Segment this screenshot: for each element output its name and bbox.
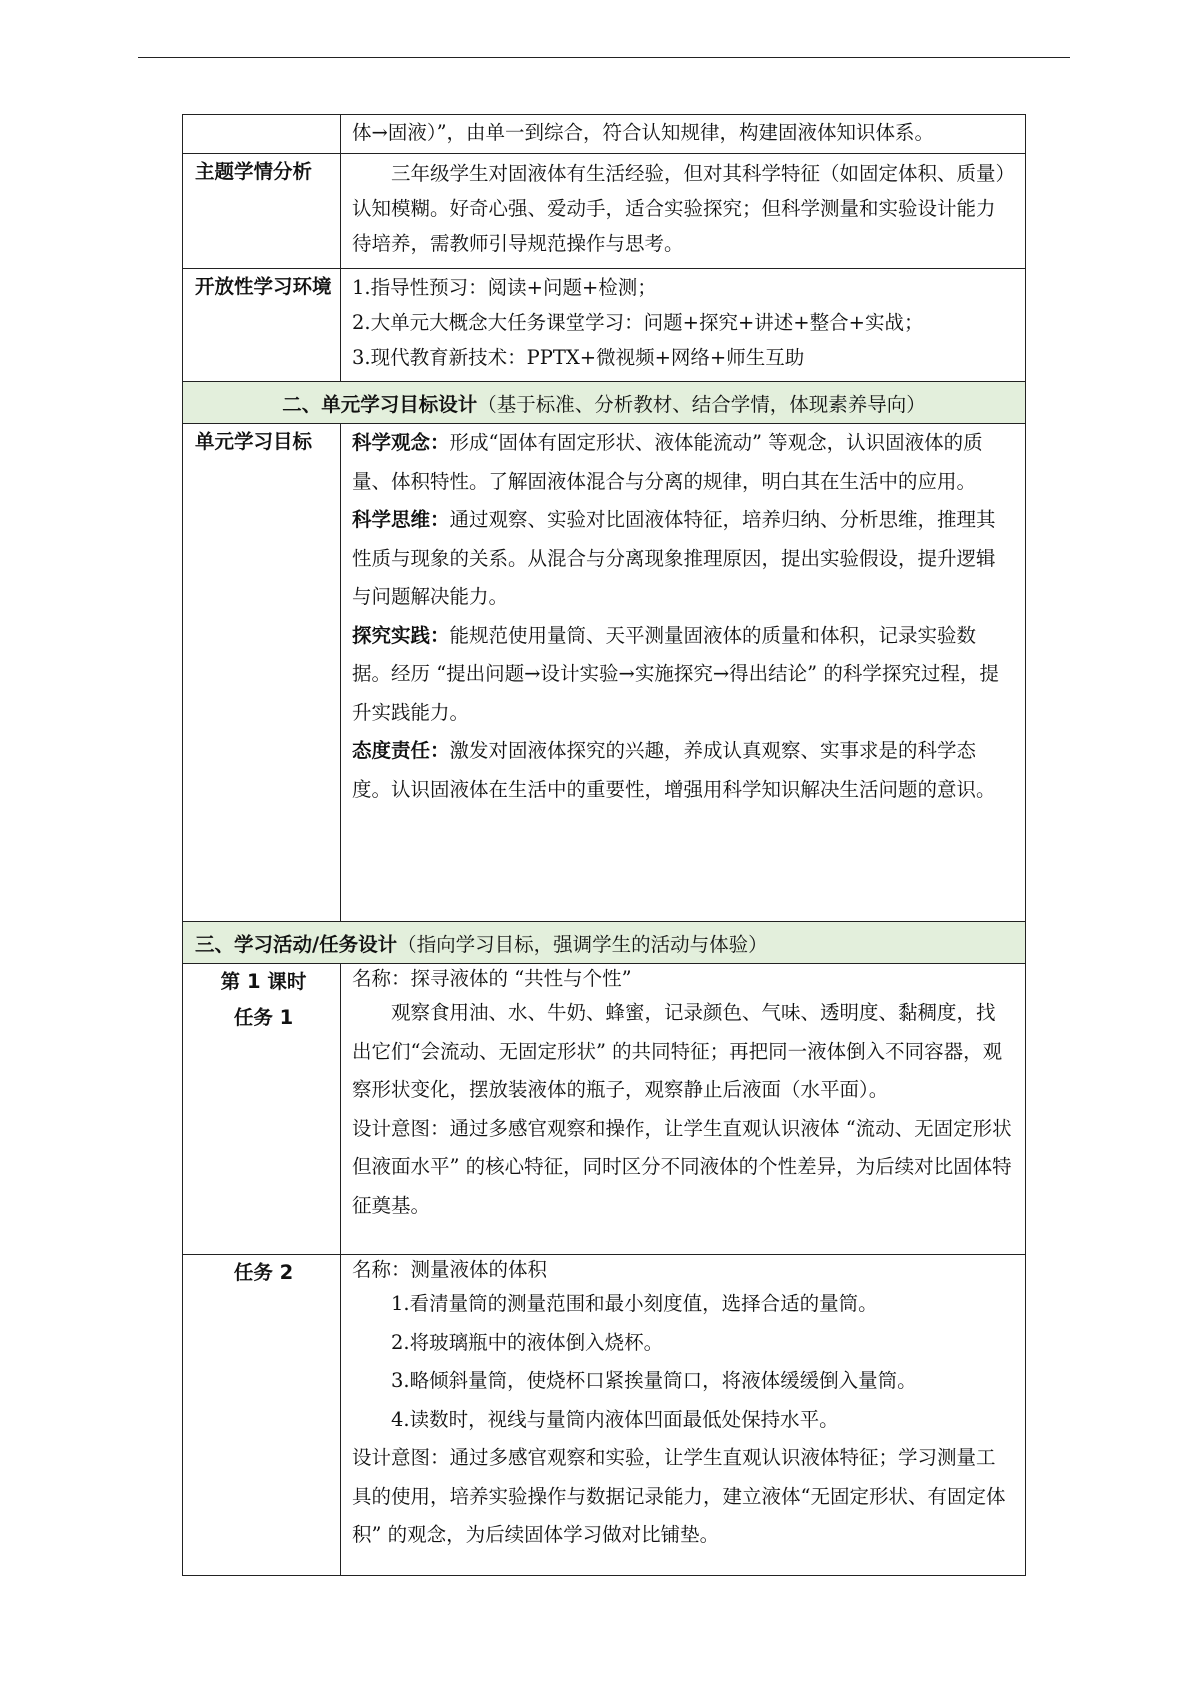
goal-item (352, 501, 1013, 617)
section-header-row (183, 922, 1026, 964)
goal-item (352, 732, 1013, 809)
list-item: 1.指导性预习：阅读+问题+检测； (352, 276, 657, 299)
list-item: 1.看清量筒的测量范围和最小刻度值，选择合适的量筒。 (391, 1292, 878, 1315)
header-rule (138, 57, 1070, 58)
table-row (183, 424, 1026, 922)
goal-term: 态度责任： (352, 739, 450, 762)
task1-name: 名称：探寻液体的 “共性与个性” (352, 967, 632, 990)
goal-text: 通过观察、实验对比固液体特征，培养归纳、分析思维，推理其性质与现象的关系。从混合与分离现象推理原因，提出实验假设，提升逻辑与问题解决能力。 (352, 508, 996, 608)
section-title: 三、学习活动/任务设计 (195, 932, 398, 956)
list-item: 2.将玻璃瓶中的液体倒入烧杯。 (391, 1330, 664, 1354)
goal-text: 激发对固液体探究的兴趣，养成认真观察、实事求是的科学态度。认识固液体在生活中的重要性，增强用科学知识解决生活问题的意识。 (352, 739, 996, 801)
task2-name: 名称：测量液体的体积 (352, 1258, 548, 1281)
content-cell (341, 964, 1026, 1255)
row-label-goals: 单元学习目标 (183, 424, 341, 922)
task1-lesson-label: 第 1 课时 (220, 970, 307, 993)
continued-text: 体→固液）”，由单一到综合，符合认知规律，构建固液体知识体系。 (352, 121, 935, 144)
list-item: 3.略倾斜量筒，使烧杯口紧挨量筒口，将液体缓缓倒入量筒。 (391, 1369, 917, 1392)
table-row (183, 1255, 1026, 1576)
table-row (183, 154, 1026, 269)
task1-intent: 设计意图：通过多感官观察和操作，让学生直观认识液体 “流动、无固定形状但液面水平” 的核心特征，同时区分不同液体的个性差异，为后续对比固体特征奠基。 (352, 1116, 1012, 1217)
task1-task-label: 任务 1 (233, 1006, 294, 1029)
section-title: 二、单元学习目标设计 (282, 392, 478, 416)
goal-term: 科学观念： (352, 431, 450, 454)
content-cell (341, 115, 1026, 154)
task2-intent: 设计意图：通过多感官观察和实验，让学生直观认识液体特征；学习测量工具的使用，培养实验操作与数据记录能力，建立液体“无固定形状、有固定体积” 的观念，为后续固体学习做对比铺垫。 (352, 1446, 1006, 1546)
section-header-tasks (183, 922, 1026, 964)
task1-body: 观察食用油、水、牛奶、蜂蜜，记录颜色、气味、透明度、黏稠度，找出它们“会流动、无固定形状” 的共同特征；再把同一液体倒入不同容器，观察形状变化，摆放装液体的瓶子，观察静止后液面（水平面）。 (352, 1001, 1003, 1101)
goal-item (352, 424, 1013, 501)
section-note: （基于标准、分析教材、结合学情，体现素养导向） (477, 392, 926, 416)
goal-item (352, 617, 1013, 733)
row-label-task1 (183, 964, 341, 1255)
row-label-environment: 开放性学习环境 (183, 269, 341, 382)
section-header-row (183, 382, 1026, 424)
label-cell-empty (183, 115, 341, 154)
analysis-text: 三年级学生对固液体有生活经验，但对其科学特征（如固定体积、质量）认知模糊。好奇心强、爱动手，适合实验探究；但科学测量和实验设计能力待培养，需教师引导规范操作与思考。 (352, 162, 1006, 255)
list-item: 4.读数时，视线与量筒内液体凹面最低处保持水平。 (391, 1407, 839, 1431)
table-row (183, 115, 1026, 154)
content-cell (341, 269, 1026, 382)
section-header-goals (183, 382, 1026, 424)
list-item: 3.现代教育新技术：PPTX+微视频+网络+师生互助 (352, 346, 805, 369)
row-label-analysis: 主题学情分析 (183, 154, 341, 269)
table-row (183, 964, 1026, 1255)
list-item: 2.大单元大概念大任务课堂学习：问题+探究+讲述+整合+实战； (352, 311, 924, 334)
section-note: （指向学习目标，强调学生的活动与体验） (397, 932, 768, 956)
content-cell (341, 1255, 1026, 1576)
goal-term: 科学思维： (352, 508, 450, 531)
content-cell (341, 154, 1026, 269)
goal-text: 形成“固体有固定形状、液体能流动” 等观念，认识固液体的质量、体积特性。了解固液体混合与分离的规律，明白其在生活中的应用。 (352, 431, 983, 493)
table-row (183, 269, 1026, 382)
row-label-task2: 任务 2 (183, 1255, 341, 1576)
lesson-plan-table (182, 114, 1026, 1576)
goal-term: 探究实践： (352, 623, 450, 647)
content-cell (341, 424, 1026, 922)
goal-text: 能规范使用量筒、天平测量固液体的质量和体积，记录实验数据。经历 “提出问题→设计实验→实施探究→得出结论” 的科学探究过程，提升实践能力。 (352, 623, 999, 724)
